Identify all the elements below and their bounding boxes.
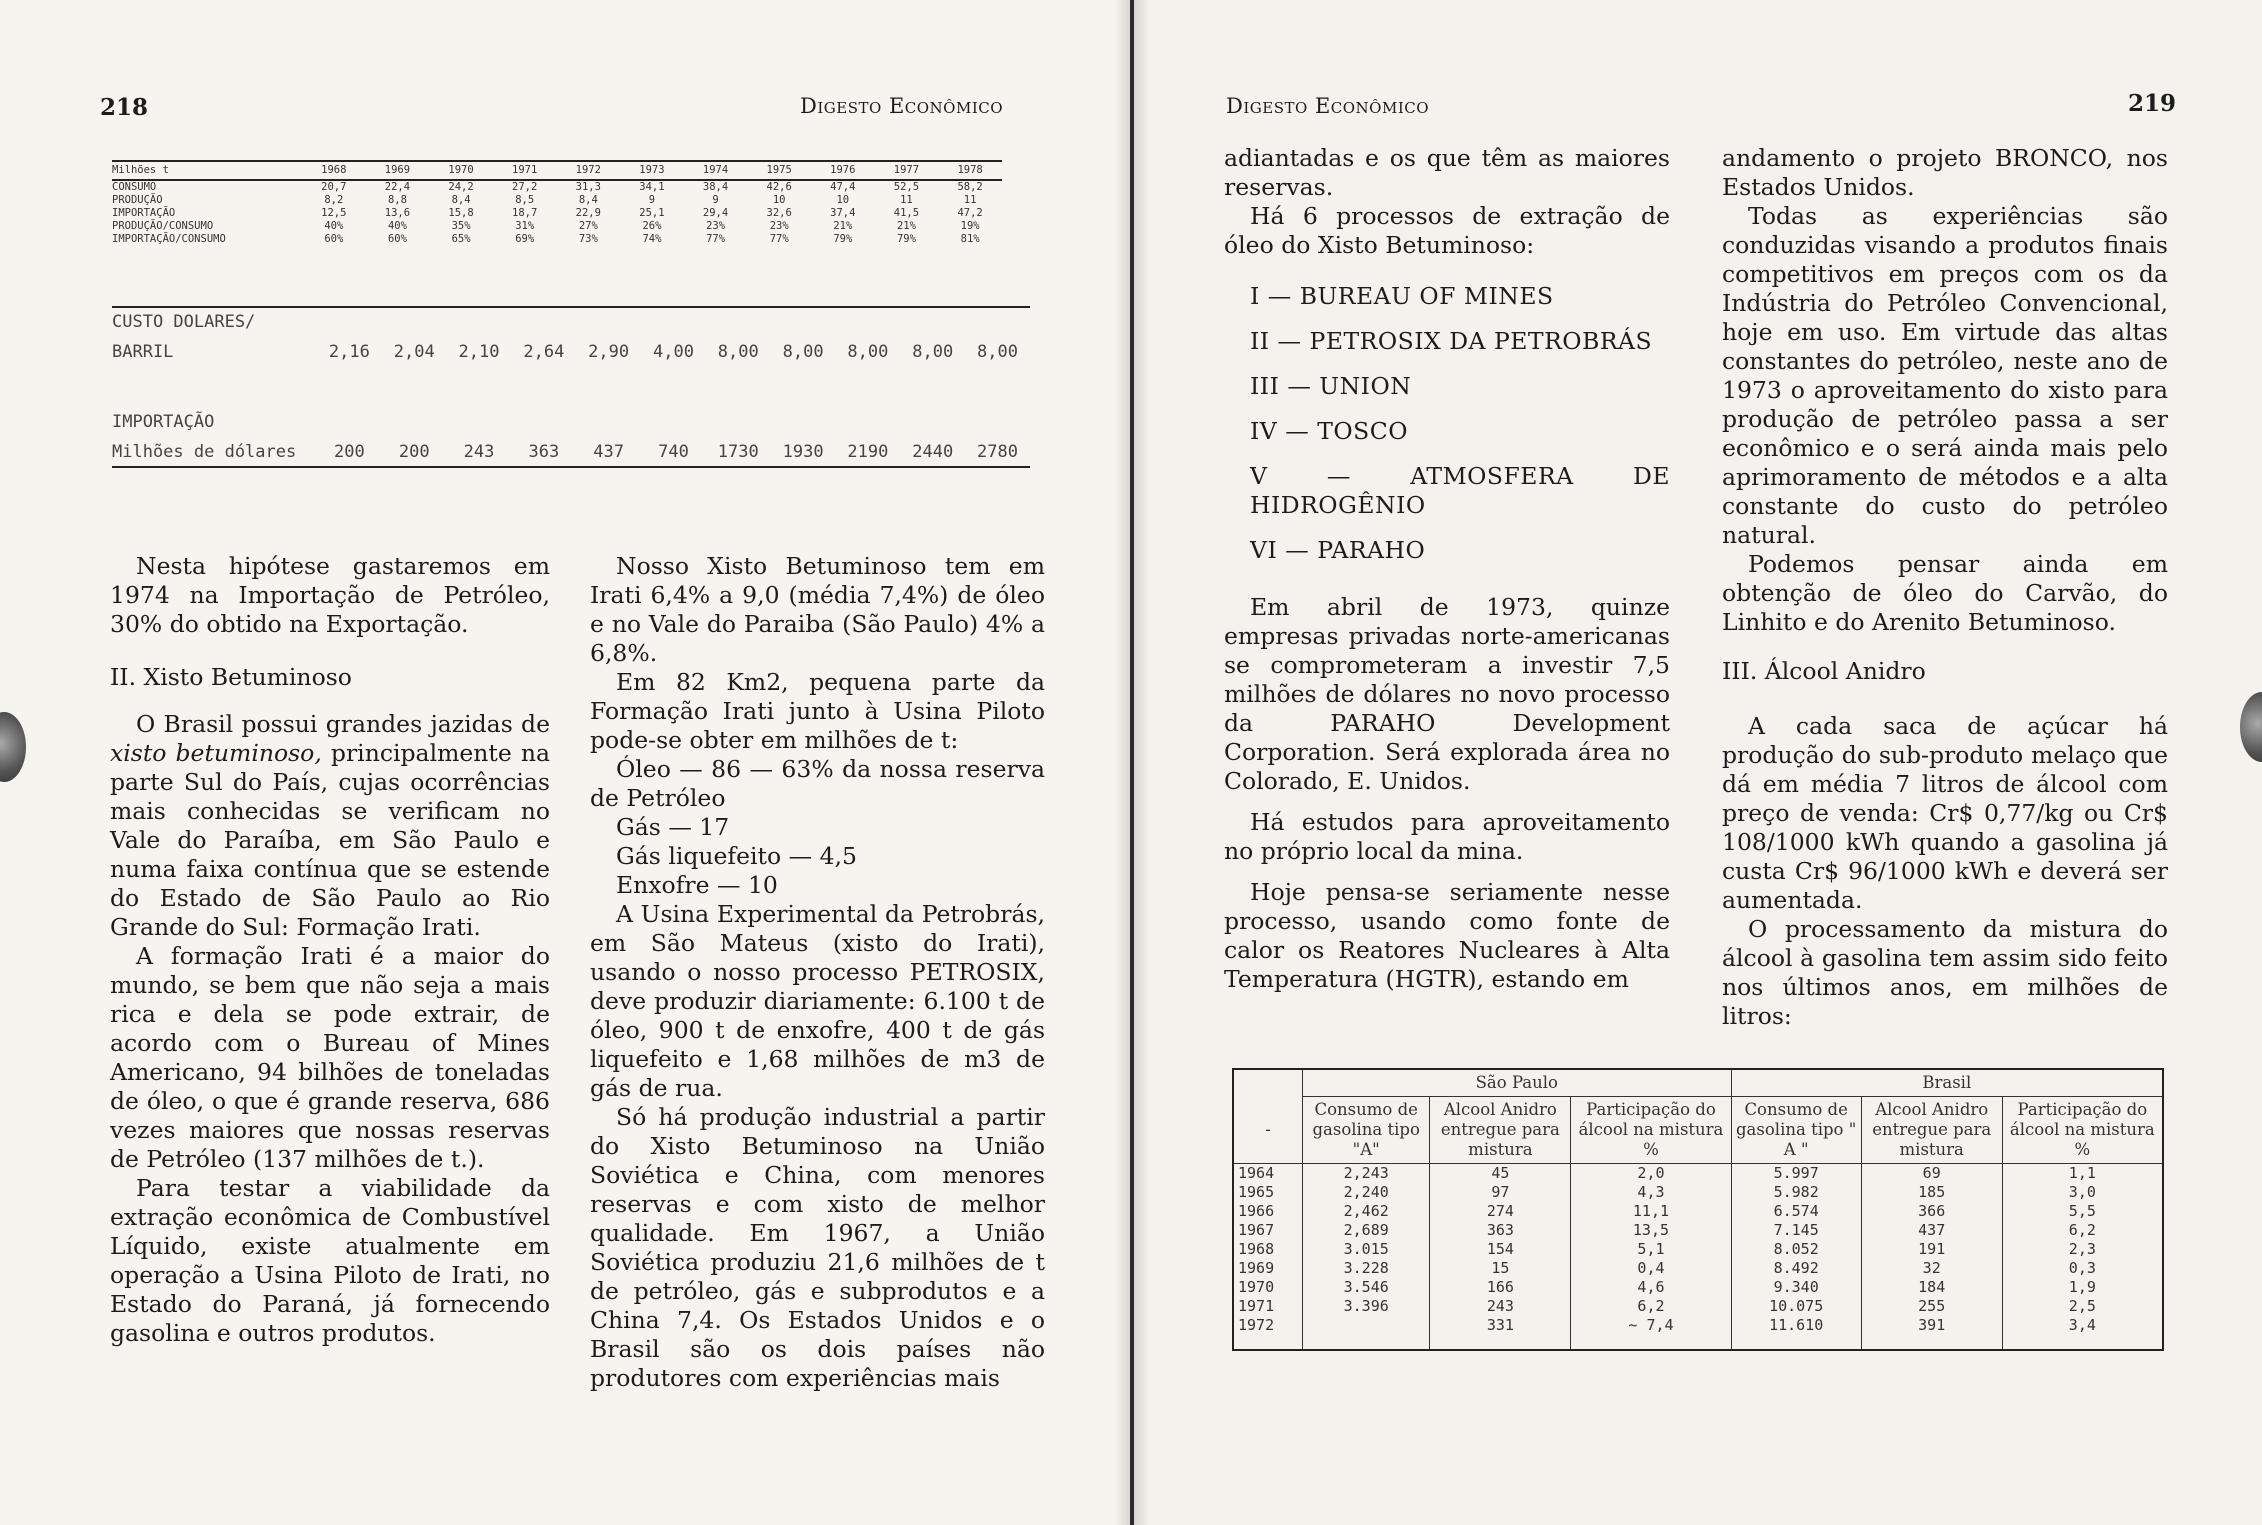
import-value: 2190 — [847, 442, 889, 462]
table-cell: 5.982 — [1731, 1183, 1861, 1202]
table-cell: 1971 — [1233, 1297, 1303, 1316]
table-cell: 11 — [963, 194, 977, 206]
table-cell: 38,4 — [702, 181, 729, 193]
paragraph-text: principalmente na parte Sul do País, cujas ocorrências mais conhecidas se verificam no Vale do Paraíba, em São Paulo e numa faixa contínua que se estende do Estado de São Paulo ao Rio Grande do Sul: Formação Irati. — [110, 739, 550, 941]
group-header-brasil: Brasil — [1731, 1069, 2163, 1097]
table-cell: 26% — [642, 220, 662, 232]
list-item: IV — TOSCO — [1250, 417, 1408, 445]
table-header-cell: 1973 — [620, 161, 684, 180]
table-cell: 185 — [1861, 1183, 2002, 1202]
table-row — [1233, 1259, 2163, 1278]
paragraph: A cada saca de açúcar há produção do sub-produto melaço que dá em média 7 litros de álcool com preço de venda: Cr$ 0,77/kg ou Cr$ 108/1000 kWh quando a gasolina já custa Cr$ 96/1000 kWh e deverá ser aumentada. — [1722, 712, 2168, 914]
table-cell: 35% — [451, 220, 471, 232]
binding-hole-icon — [2240, 692, 2262, 762]
table-cell: 22,9 — [575, 207, 601, 219]
text-column-2 — [590, 552, 1045, 1393]
table-cell: 32 — [1861, 1259, 2002, 1278]
gutter-shadow — [1134, 0, 1150, 1525]
table-cell: 3,4 — [2002, 1316, 2163, 1350]
table-header-cell: Consumo de gasolina tipo "A" — [1303, 1097, 1430, 1164]
table-cell: IMPORTAÇÃO — [112, 207, 176, 219]
import-value: 2440 — [912, 442, 954, 462]
table-cell: 391 — [1861, 1316, 2002, 1350]
table-cell: 1972 — [1233, 1316, 1303, 1350]
paragraph: Em 82 Km2, pequena parte da Formação Irati junto à Usina Piloto pode-se obter em milhões de t: — [590, 668, 1045, 754]
table-header-cell: Participação do álcool na mistura % — [2002, 1097, 2163, 1164]
list-item: II — PETROSIX DA PETROBRÁS — [1250, 327, 1653, 355]
table-cell: 243 — [1430, 1297, 1571, 1316]
cost-value: 8,00 — [977, 342, 1018, 362]
table-cell: 8,5 — [515, 194, 535, 206]
paragraph: adiantadas e os que têm as maiores reservas. — [1224, 144, 1670, 201]
table-cell: 1967 — [1233, 1221, 1303, 1240]
table-header-cell: Consumo de gasolina tipo " A " — [1731, 1097, 1861, 1164]
table-header-cell: 1969 — [366, 161, 430, 180]
table-row — [1233, 1297, 2163, 1316]
paragraph: Todas as experiências são conduzidas visando a produtos finais competitivos em preços com os da Indústria do Petróleo Convencional, hoje em uso. Em virtude das altas constantes do petróleo, neste ano de 1973 o aproveitamento do xisto para produção de petróleo passa a ser econômico e o será ainda mais pelo aprimoramento de métodos e a alta constante do custo do petróleo natural. — [1722, 202, 2168, 549]
table-cell: 366 — [1861, 1202, 2002, 1221]
table-corner — [1233, 1069, 1303, 1097]
table-cell: 27,2 — [512, 181, 538, 193]
table-header-cell: Alcool Anidro entregue para mistura — [1430, 1097, 1571, 1164]
table-header-cell: 1968 — [302, 161, 366, 180]
table-cell: 4,6 — [1571, 1278, 1731, 1297]
import-label: IMPORTAÇÃO — [112, 412, 215, 432]
table-cell: 18,7 — [512, 207, 538, 219]
oil-statistics-table — [112, 160, 1002, 246]
table-cell: 23% — [706, 220, 726, 232]
cost-value: 2,04 — [393, 342, 435, 362]
paragraph: andamento o projeto BRONCO, nos Estados Unidos. — [1722, 144, 2168, 201]
table-cell: 11 — [900, 194, 913, 206]
table-row — [112, 207, 1002, 220]
table-cell: 2,0 — [1571, 1164, 1731, 1184]
list-item: Enxofre — 10 — [616, 871, 778, 899]
table-cell: 12,5 — [321, 207, 347, 219]
table-cell: 13,6 — [384, 207, 411, 219]
list-item: III — UNION — [1250, 372, 1412, 400]
table-row — [1233, 1278, 2163, 1297]
import-value: 1730 — [717, 442, 759, 462]
table-cell: 5,5 — [2002, 1202, 2163, 1221]
paragraph: A Usina Experimental da Petrobrás, em São Mateus (xisto do Irati), usando o nosso processo PETROSIX, deve produzir diariamente: 6.100 t de óleo, 900 t de enxofre, 400 t de gás liquefeito e 1,68 milhões de m3 de gás de rua. — [590, 900, 1045, 1102]
table-cell: 10.075 — [1731, 1297, 1861, 1316]
table-cell: 3.546 — [1303, 1278, 1430, 1297]
table-cell: 29,4 — [702, 207, 729, 219]
cost-label: CUSTO DOLARES/ — [112, 312, 256, 332]
table-cell: 2,240 — [1303, 1183, 1430, 1202]
table-cell: 2,243 — [1303, 1164, 1430, 1184]
table-cell: 6.574 — [1731, 1202, 1861, 1221]
binding-hole-icon — [0, 712, 26, 782]
table-row — [112, 233, 1002, 246]
import-values — [317, 442, 1030, 462]
table-cell: 22,4 — [384, 181, 411, 193]
table-cell: 15,8 — [448, 207, 474, 219]
table-cell: 41,5 — [893, 207, 920, 219]
table-row — [1233, 1183, 2163, 1202]
cost-value: 2,16 — [328, 342, 370, 362]
table-cell: 79% — [896, 233, 916, 245]
table-cell: 8.492 — [1731, 1259, 1861, 1278]
text-column-2 — [1722, 144, 2168, 1031]
paragraph: O processamento da mistura do álcool à gasolina tem assim sido feito nos últimos anos, em milhões de litros: — [1722, 915, 2168, 1030]
table-cell: 34,1 — [639, 181, 665, 193]
table-cell: 11,1 — [1571, 1202, 1731, 1221]
import-value: 2780 — [977, 442, 1018, 462]
table-cell: 8.052 — [1731, 1240, 1861, 1259]
table-cell: 1,1 — [2002, 1164, 2163, 1184]
table-cell: 58,2 — [957, 181, 983, 193]
import-value: 740 — [658, 442, 689, 462]
table-cell: 6,2 — [2002, 1221, 2163, 1240]
paragraph: Há estudos para aproveitamento no próprio local da mina. — [1224, 808, 1670, 865]
table-cell: 21% — [833, 220, 853, 232]
table-header-cell: 1970 — [429, 161, 493, 180]
table-cell: 5.997 — [1731, 1164, 1861, 1184]
table-cell: 23% — [769, 220, 789, 232]
table-cell: 10 — [836, 194, 850, 206]
paragraph: Para testar a viabilidade da extração econômica de Combustível Líquido, existe atualmente em operação a Usina Piloto de Irati, no Estado do Paraná, já fornecendo gasolina e outros produtos. — [110, 1174, 550, 1347]
table-cell: 1964 — [1233, 1164, 1303, 1184]
page-number: 218 — [100, 94, 149, 121]
table-cell: 81% — [960, 233, 980, 245]
table-row — [1233, 1316, 2163, 1350]
table-cell: 3,0 — [2002, 1183, 2163, 1202]
import-value: 363 — [528, 442, 560, 462]
table-cell: 65% — [451, 233, 471, 245]
table-cell: 1968 — [1233, 1240, 1303, 1259]
table-cell: 97 — [1430, 1183, 1571, 1202]
table-cell: PRODUÇÃO/CONSUMO — [112, 220, 214, 232]
table-row — [112, 220, 1002, 233]
cost-value: 2,90 — [588, 342, 630, 362]
cost-values — [317, 342, 1030, 362]
import-dollars — [112, 412, 1030, 462]
running-head: Digesto Econômico — [800, 94, 1004, 118]
table-cell: 11.610 — [1731, 1316, 1861, 1350]
table-cell: 8,4 — [451, 194, 471, 206]
table-cell: IMPORTAÇÃO/CONSUMO — [112, 233, 226, 245]
import-value: 243 — [463, 442, 495, 462]
table-cell: 37,4 — [830, 207, 856, 219]
table-cell: 4,3 — [1571, 1183, 1731, 1202]
paragraph: Há 6 processos de extração de óleo do Xisto Betuminoso: — [1224, 202, 1670, 259]
table-row — [1233, 1202, 2163, 1221]
list-item: Gás — 17 — [616, 813, 730, 841]
cost-value: 4,00 — [652, 342, 694, 362]
table-cell: 8,8 — [387, 194, 407, 206]
table-cell: 9 — [648, 194, 656, 206]
table-cell: 45 — [1430, 1164, 1571, 1184]
section-heading: III. Álcool Anidro — [1722, 657, 1926, 685]
table-header-cell: 1976 — [811, 161, 875, 180]
paragraph: Em abril de 1973, quinze empresas privadas norte-americanas se comprometeram a investir 7,5 milhões de dólares no novo processo da PARAHO Development Corporation. Será explorada área no Colorado, E. Unidos. — [1224, 593, 1670, 795]
table-cell: 7.145 — [1731, 1221, 1861, 1240]
list-item: VI — PARAHO — [1250, 536, 1426, 564]
table-cell: 20,7 — [321, 181, 347, 193]
table-cell: 1,9 — [2002, 1278, 2163, 1297]
table-cell: 166 — [1430, 1278, 1571, 1297]
paragraph: Hoje pensa-se seriamente nesse processo, usando como fonte de calor os Reatores Nucleares à Alta Temperatura (HGTR), estando em — [1224, 878, 1670, 993]
table-cell: 9.340 — [1731, 1278, 1861, 1297]
table-header-row — [112, 161, 1002, 180]
table-cell: 8,4 — [578, 194, 598, 206]
table-cell: 9 — [712, 194, 719, 206]
table-cell: 2,689 — [1303, 1221, 1430, 1240]
table-cell: 2,5 — [2002, 1297, 2163, 1316]
table-cell: 40% — [324, 220, 344, 232]
table-cell: 60% — [324, 233, 344, 245]
table-cell: 21% — [896, 220, 916, 232]
running-head: Digesto Econômico — [1226, 94, 1430, 118]
import-value: 200 — [398, 442, 430, 462]
paragraph-text: O Brasil possui grandes jazidas de — [136, 710, 550, 738]
table-cell: 10 — [772, 194, 786, 206]
table-cell — [1303, 1316, 1430, 1350]
table-cell: 3.228 — [1303, 1259, 1430, 1278]
table-cell: 40% — [387, 220, 407, 232]
table-cell: 5,1 — [1571, 1240, 1731, 1259]
list-item: I — BUREAU OF MINES — [1250, 282, 1554, 310]
table-group-header-row — [1233, 1069, 2163, 1097]
table-header-cell: 1974 — [684, 161, 748, 180]
table-cell: 1970 — [1233, 1278, 1303, 1297]
table-header-cell: 1972 — [557, 161, 621, 180]
table-cell: 52,5 — [893, 181, 920, 193]
table-cell: 77% — [769, 233, 789, 245]
divider — [112, 306, 1030, 308]
table-cell: 27% — [578, 220, 598, 232]
table-cell: ~ 7,4 — [1571, 1316, 1731, 1350]
table-cell: 6,2 — [1571, 1297, 1731, 1316]
table-cell: 13,5 — [1571, 1221, 1731, 1240]
table-cell: 191 — [1861, 1240, 2002, 1259]
list-item: Gás liquefeito — 4,5 — [616, 842, 857, 870]
import-value: 200 — [334, 442, 365, 462]
table-header-cell: Participação do álcool na mistura % — [1571, 1097, 1731, 1164]
paragraph: Podemos pensar ainda em obtenção de óleo do Carvão, do Linhito e do Arenito Betuminoso. — [1722, 550, 2168, 636]
table-cell: 2,3 — [2002, 1240, 2163, 1259]
table-cell: 31% — [515, 220, 535, 232]
table-row — [1233, 1240, 2163, 1259]
cost-per-barrel — [112, 312, 1030, 362]
table-cell: 24,2 — [448, 181, 474, 193]
table-cell: 77% — [706, 233, 726, 245]
table-cell: 69% — [515, 233, 535, 245]
paragraph: Nesta hipótese gastaremos em 1974 na Importação de Petróleo, 30% do obtido na Exportação. — [110, 552, 550, 638]
table-cell: 19% — [960, 220, 980, 232]
table-cell: 363 — [1430, 1221, 1571, 1240]
table-header-cell: 1977 — [875, 161, 939, 180]
paragraph: A formação Irati é a maior do mundo, se bem que não seja a mais rica e dela se pode extrair, de acordo com o Bureau of Mines Americano, 94 bilhões de toneladas de óleo, o que é grande reserva, 686 vezes maiores que nossas reservas de Petróleo (137 milhões de t.). — [110, 942, 550, 1173]
table-cell: 1969 — [1233, 1259, 1303, 1278]
table-cell: 0,4 — [1571, 1259, 1731, 1278]
list-item: V — ATMOSFERA DE HIDROGÊNIO — [1250, 462, 1670, 519]
table-header-row — [1233, 1097, 2163, 1164]
table-cell: 69 — [1861, 1164, 2002, 1184]
table-cell: 60% — [387, 233, 407, 245]
table-row — [1233, 1164, 2163, 1184]
table-cell: 42,6 — [766, 181, 792, 193]
table-cell: 154 — [1430, 1240, 1571, 1259]
table-cell: 3.015 — [1303, 1240, 1430, 1259]
paragraph: Óleo — 86 — 63% da nossa reserva de Petróleo — [590, 755, 1045, 812]
cost-label-barrel: BARRIL — [112, 342, 174, 362]
table-cell: 79% — [833, 233, 853, 245]
cost-value: 8,00 — [717, 342, 759, 362]
table-cell: 0,3 — [2002, 1259, 2163, 1278]
gutter-shadow — [1114, 0, 1130, 1525]
table-cell: 8,2 — [324, 194, 344, 206]
table-cell: 437 — [1861, 1221, 2002, 1240]
import-row — [112, 442, 1030, 462]
paragraph — [110, 710, 550, 942]
import-value: 437 — [593, 442, 625, 462]
table-header-cell: Alcool Anidro entregue para mistura — [1861, 1097, 2002, 1164]
text-column-1 — [1224, 144, 1670, 994]
table-cell: CONSUMO — [112, 181, 157, 193]
left-page — [0, 0, 1130, 1525]
table-header-cell: 1978 — [938, 161, 1002, 180]
page-number: 219 — [2128, 90, 2177, 117]
text-column-1 — [110, 552, 550, 1348]
table-cell: 15 — [1430, 1259, 1571, 1278]
emphasis: xisto betuminoso, — [110, 739, 322, 767]
table-cell: 32,6 — [766, 207, 792, 219]
table-header-cell: Milhões t — [112, 161, 302, 180]
table-cell: 1965 — [1233, 1183, 1303, 1202]
cost-value: 8,00 — [847, 342, 889, 362]
table-cell: 331 — [1430, 1316, 1571, 1350]
paragraph: Só há produção industrial a partir do Xisto Betuminoso na União Soviética e China, com menores reservas e com xisto de melhor qualidade. Em 1967, a União Soviética produziu 21,6 milhões de t de petróleo, gás e subprodutos e a China 7,4. Os Estados Unidos e o Brasil são os dois países não produtores com experiências mais — [590, 1103, 1045, 1392]
section-heading: II. Xisto Betuminoso — [110, 663, 352, 691]
cost-value: 8,00 — [782, 342, 824, 362]
cost-value: 2,10 — [458, 342, 500, 362]
cost-value: 8,00 — [912, 342, 954, 362]
paragraph: Nosso Xisto Betuminoso tem em Irati 6,4% a 9,0 (média 7,4%) de óleo e no Vale do Paraiba (São Paulo) 4% a 6,8%. — [590, 552, 1045, 667]
alcohol-mixture-table — [1232, 1068, 2164, 1351]
table-cell: 31,3 — [575, 181, 601, 193]
table-cell: 255 — [1861, 1297, 2002, 1316]
table-cell: 47,2 — [957, 207, 983, 219]
table-row — [112, 194, 1002, 207]
table-header-cell: 1975 — [747, 161, 811, 180]
table-cell: 25,1 — [639, 207, 665, 219]
table-cell: 47,4 — [830, 181, 856, 193]
import-value: 1930 — [782, 442, 824, 462]
table-header-cell: 1971 — [493, 161, 557, 180]
table-cell: PRODUÇÃO — [112, 194, 163, 206]
table-cell: 184 — [1861, 1278, 2002, 1297]
table-cell: 274 — [1430, 1202, 1571, 1221]
table-cell: 73% — [578, 233, 598, 245]
table-cell: 2,462 — [1303, 1202, 1430, 1221]
table-cell: 74% — [642, 233, 662, 245]
table-row — [1233, 1221, 2163, 1240]
cost-row — [112, 342, 1030, 362]
table-cell: 3.396 — [1303, 1297, 1430, 1316]
table-cell: 1966 — [1233, 1202, 1303, 1221]
group-header-sao-paulo: São Paulo — [1303, 1069, 1732, 1097]
table-corner-mark: - — [1233, 1097, 1303, 1164]
table-row — [112, 180, 1002, 194]
cost-value: 2,64 — [523, 342, 565, 362]
import-label-units: Milhões de dólares — [112, 442, 297, 462]
divider — [112, 466, 1030, 468]
